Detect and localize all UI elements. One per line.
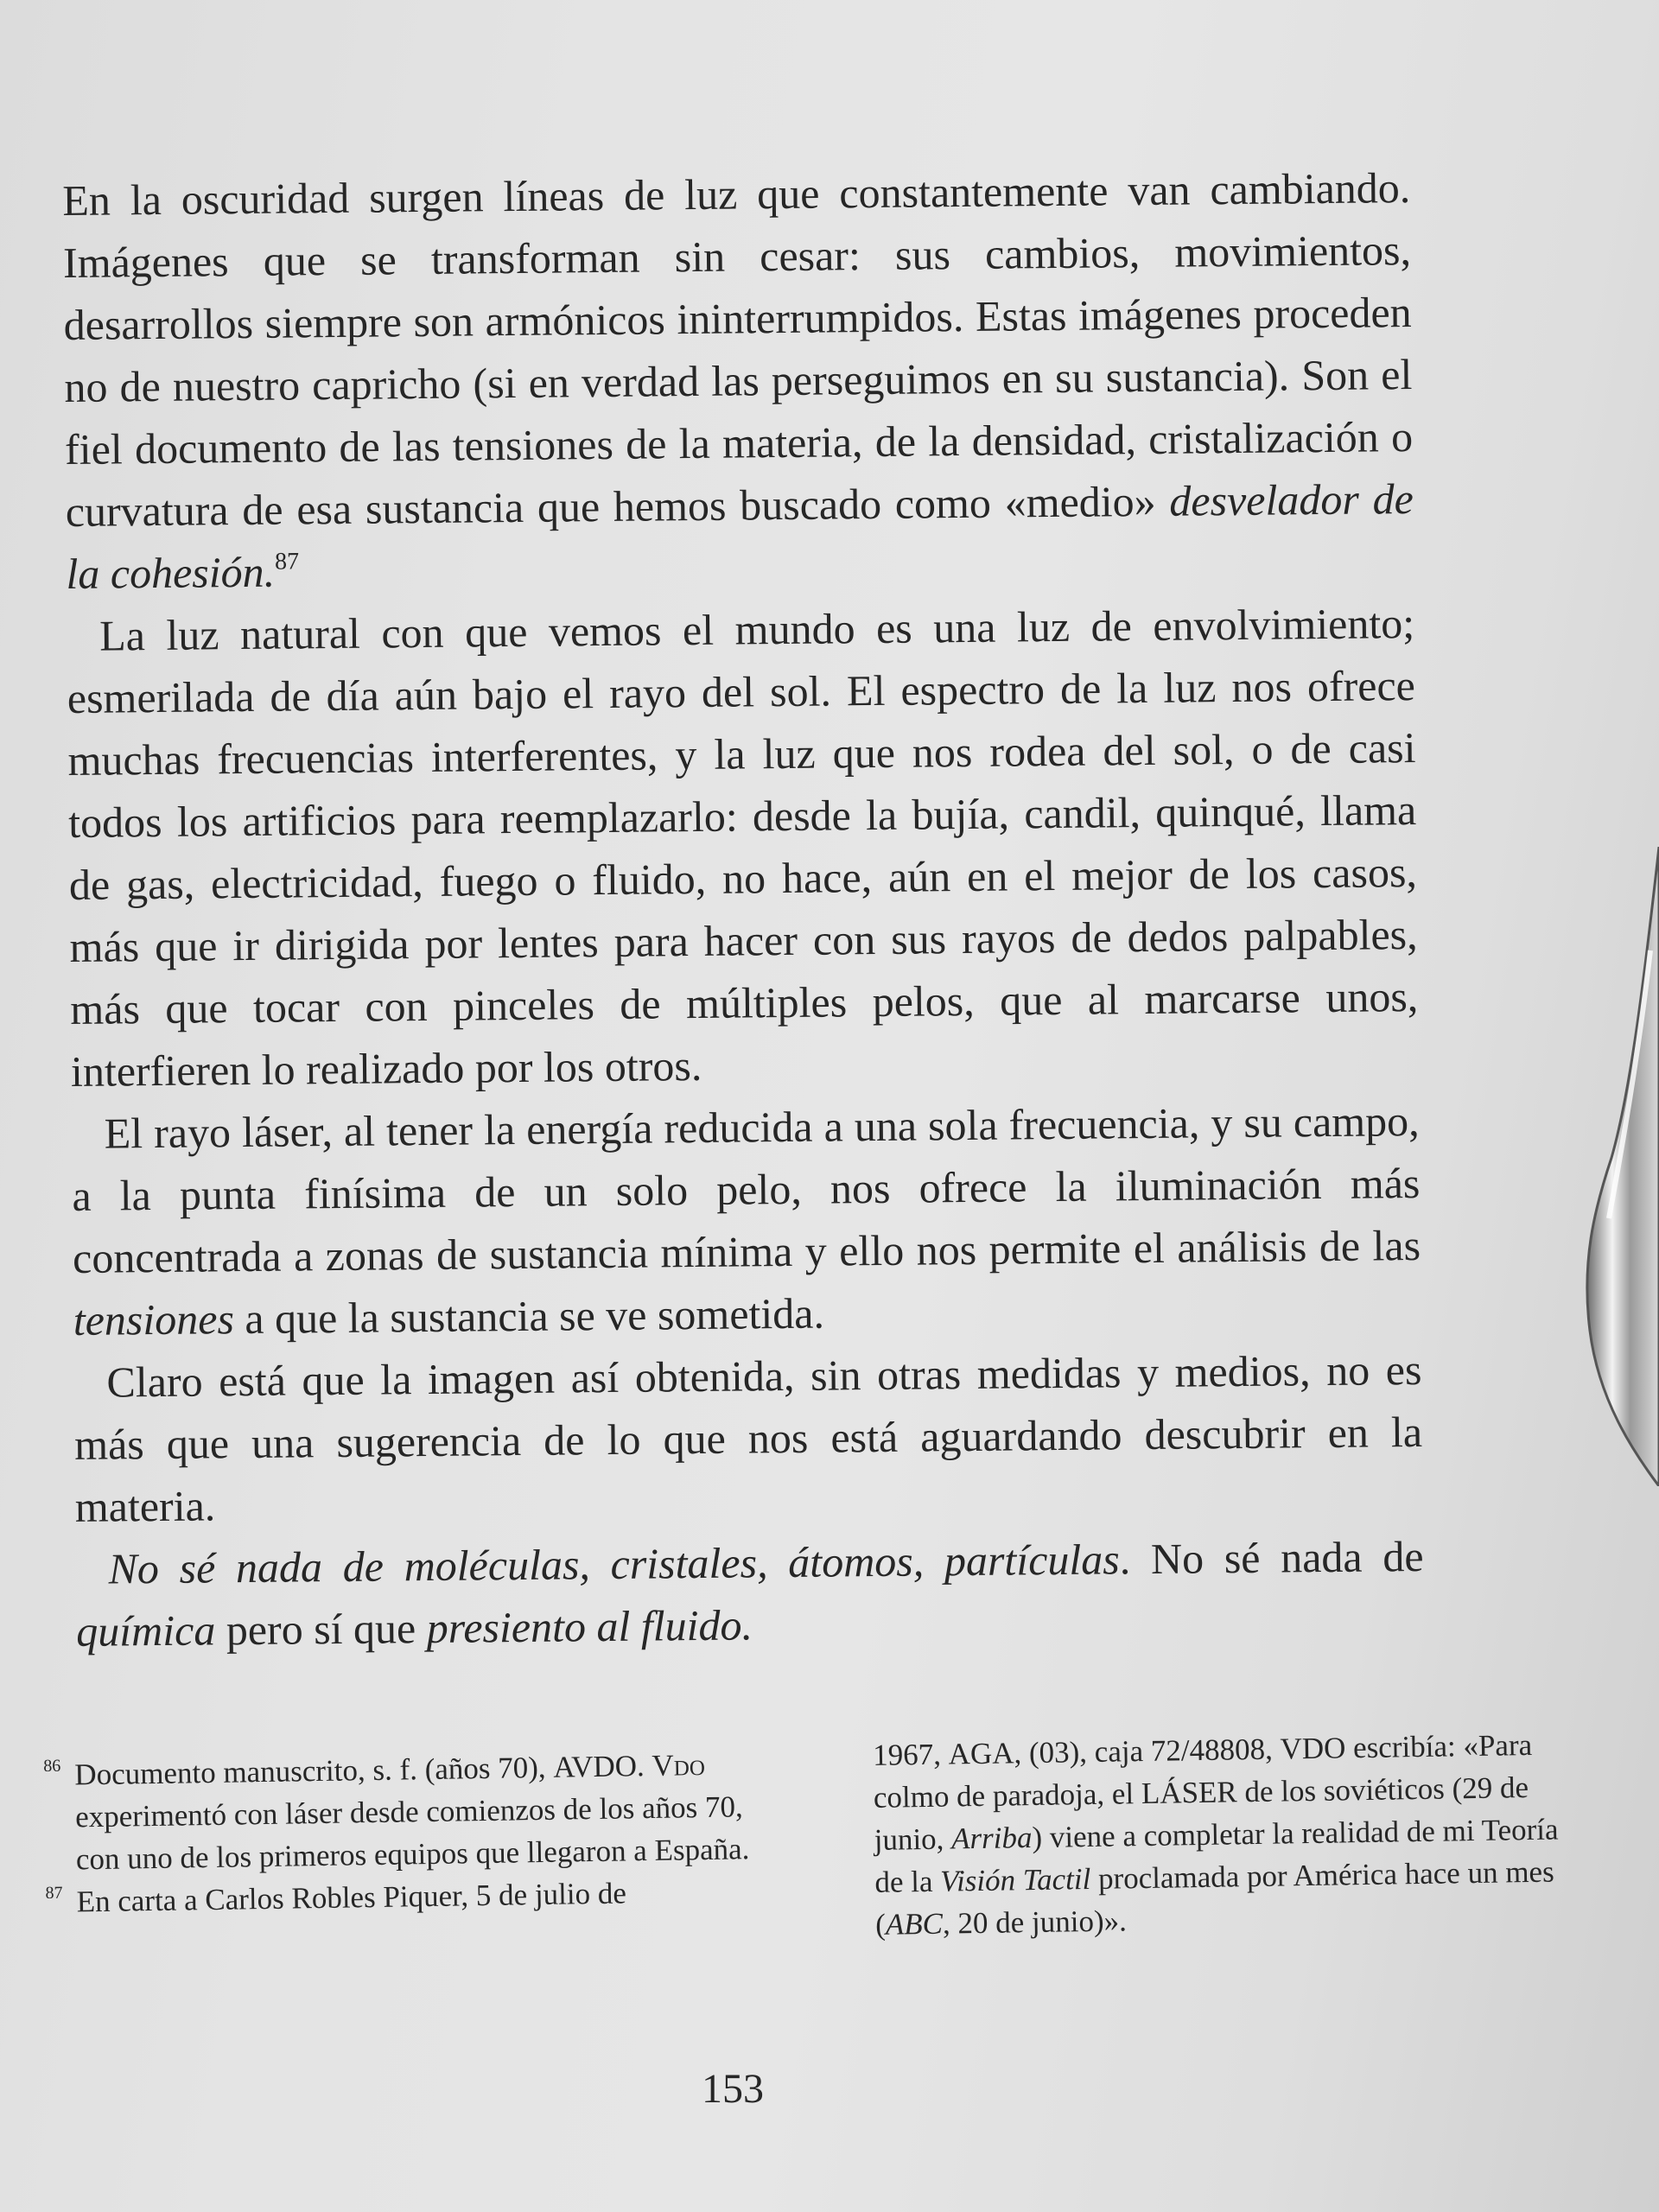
footnotes-left-column — [43, 1743, 781, 1959]
paragraph-1 — [62, 156, 1414, 605]
footnote-number-87: 87 — [45, 1883, 63, 1903]
paragraph-5-italic-b: química — [75, 1605, 216, 1656]
footnote-87-vision-tactil: Visión Tactil — [939, 1861, 1091, 1898]
footnote-87-arriba: Arriba — [950, 1821, 1033, 1856]
footnote-87-right-d: de los soviéticos (29 de junio, — [874, 1770, 1529, 1857]
paragraph-2 — [67, 592, 1419, 1103]
paragraph-3-text-b: a que la sustancia se ve sometida. — [233, 1288, 825, 1344]
footnote-87-vdo: VDO — [1280, 1731, 1346, 1766]
paragraph-1-text: En la oscuridad surgen líneas de luz que constantemente van cambiando. Imágenes que se transforman sin cesar: sus cambios, movimientos, desarrollos siempre son armónicos ininterrumpidos. Estas imágenes proceden no de nuestro capricho (si en verdad las perseguimos en su sustancia). Son el fiel documento de las tensiones de la materia, de la densidad, cristalización o curvatura de esa sustancia que hemos buscado como «medio» — [62, 163, 1414, 536]
page-number: 153 — [702, 2066, 764, 2112]
main-text — [62, 156, 1425, 1662]
footnote-87-right-f: proclamada por América hace un mes ( — [874, 1854, 1554, 1942]
footnote-87-right-g: , 20 de junio)». — [942, 1904, 1128, 1941]
paragraph-3-italic: tensiones — [73, 1294, 235, 1344]
paragraph-2-text: La luz natural con que vemos el mundo es una luz de envolvimiento; esmerilada de día aún bajo el rayo del sol. El espectro de la luz nos ofrece muchas frecuencias interferentes, y la luz que nos rodea del sol, o de casi todos los artificios para reemplazarlo: desde la bujía, candil, quinqué, llama de gas, electricidad, fuego o fluido, no hace, aún en el mejor de los casos, más que ir dirigida por lentes para hacer con sus rayos de dedos palpables, más que tocar con pinceles de múltiples pelos, que al marcarse unos, interfieren lo realizado por los otros. — [67, 599, 1419, 1096]
footnotes-right-column — [873, 1723, 1585, 1946]
binder-clip-shape — [1587, 847, 1659, 1486]
paragraph-1-italic: desvelador de la cohesión. — [66, 474, 1414, 598]
footnote-number-86: 86 — [43, 1756, 61, 1776]
footnote-87-right-b: , (03), caja 72/48808, — [1014, 1732, 1281, 1770]
footnote-86-text-a: Documento manuscrito, s. f. (años 70), — [74, 1750, 554, 1792]
paragraph-4-text: Claro está que la imagen así obtenida, sin otras medidas y medios, no es más que una sugerencia de lo que nos está aguardando descubrir en la materia. — [73, 1344, 1423, 1531]
binder-clip — [1529, 847, 1659, 1486]
footnote-87-aga: AGA — [948, 1736, 1014, 1771]
paragraph-3 — [71, 1090, 1421, 1351]
footnote-87-right-a: 1967, — [872, 1737, 949, 1772]
footnotes — [43, 1727, 1585, 1959]
footnote-86-text-c: experimentó con láser desde comienzos de los años 70, con uno de los primeros equipos que llegaron a España. — [74, 1789, 750, 1877]
paragraph-4 — [73, 1338, 1423, 1538]
footnote-87-laser: LÁSER — [1141, 1775, 1238, 1811]
paragraph-5-text-a: . No sé nada de — [1119, 1531, 1424, 1584]
paragraph-5-italic-c: presiento al fluido. — [426, 1600, 753, 1653]
footnote-86-avdo: AVDO — [553, 1749, 638, 1784]
paragraph-5 — [75, 1525, 1424, 1662]
footnote-87-continued — [873, 1723, 1585, 1946]
paragraph-5-italic-a: No sé nada de moléculas, cristales, átomos, partículas — [108, 1535, 1120, 1593]
footnote-87-abc: ABC — [885, 1906, 944, 1942]
footnote-ref-87: 87 — [274, 548, 300, 575]
paragraph-3-text-a: El rayo láser, al tener la energía reducida a una sola frecuencia, y su campo, a la punta finísima de un solo pelo, nos ofrece la iluminación más concentrada a zonas de sustancia mínima y ello nos permite el análisis de las — [72, 1096, 1421, 1282]
footnote-87-text-a: En carta a Carlos Robles Piquer, 5 de julio de — [76, 1876, 627, 1919]
footnote-86-text-b: . — [636, 1748, 652, 1783]
footnote-86-vdo: Vdo — [652, 1747, 706, 1783]
footnote-87-right-e: ) viene a completar la realidad de mi Teoría de la — [874, 1812, 1559, 1899]
footnote-87-right-c: escribía: «Para colmo de paradoja, el — [873, 1727, 1533, 1815]
paragraph-5-text-b: pero sí que — [215, 1604, 427, 1655]
footnote-86 — [43, 1743, 779, 1881]
